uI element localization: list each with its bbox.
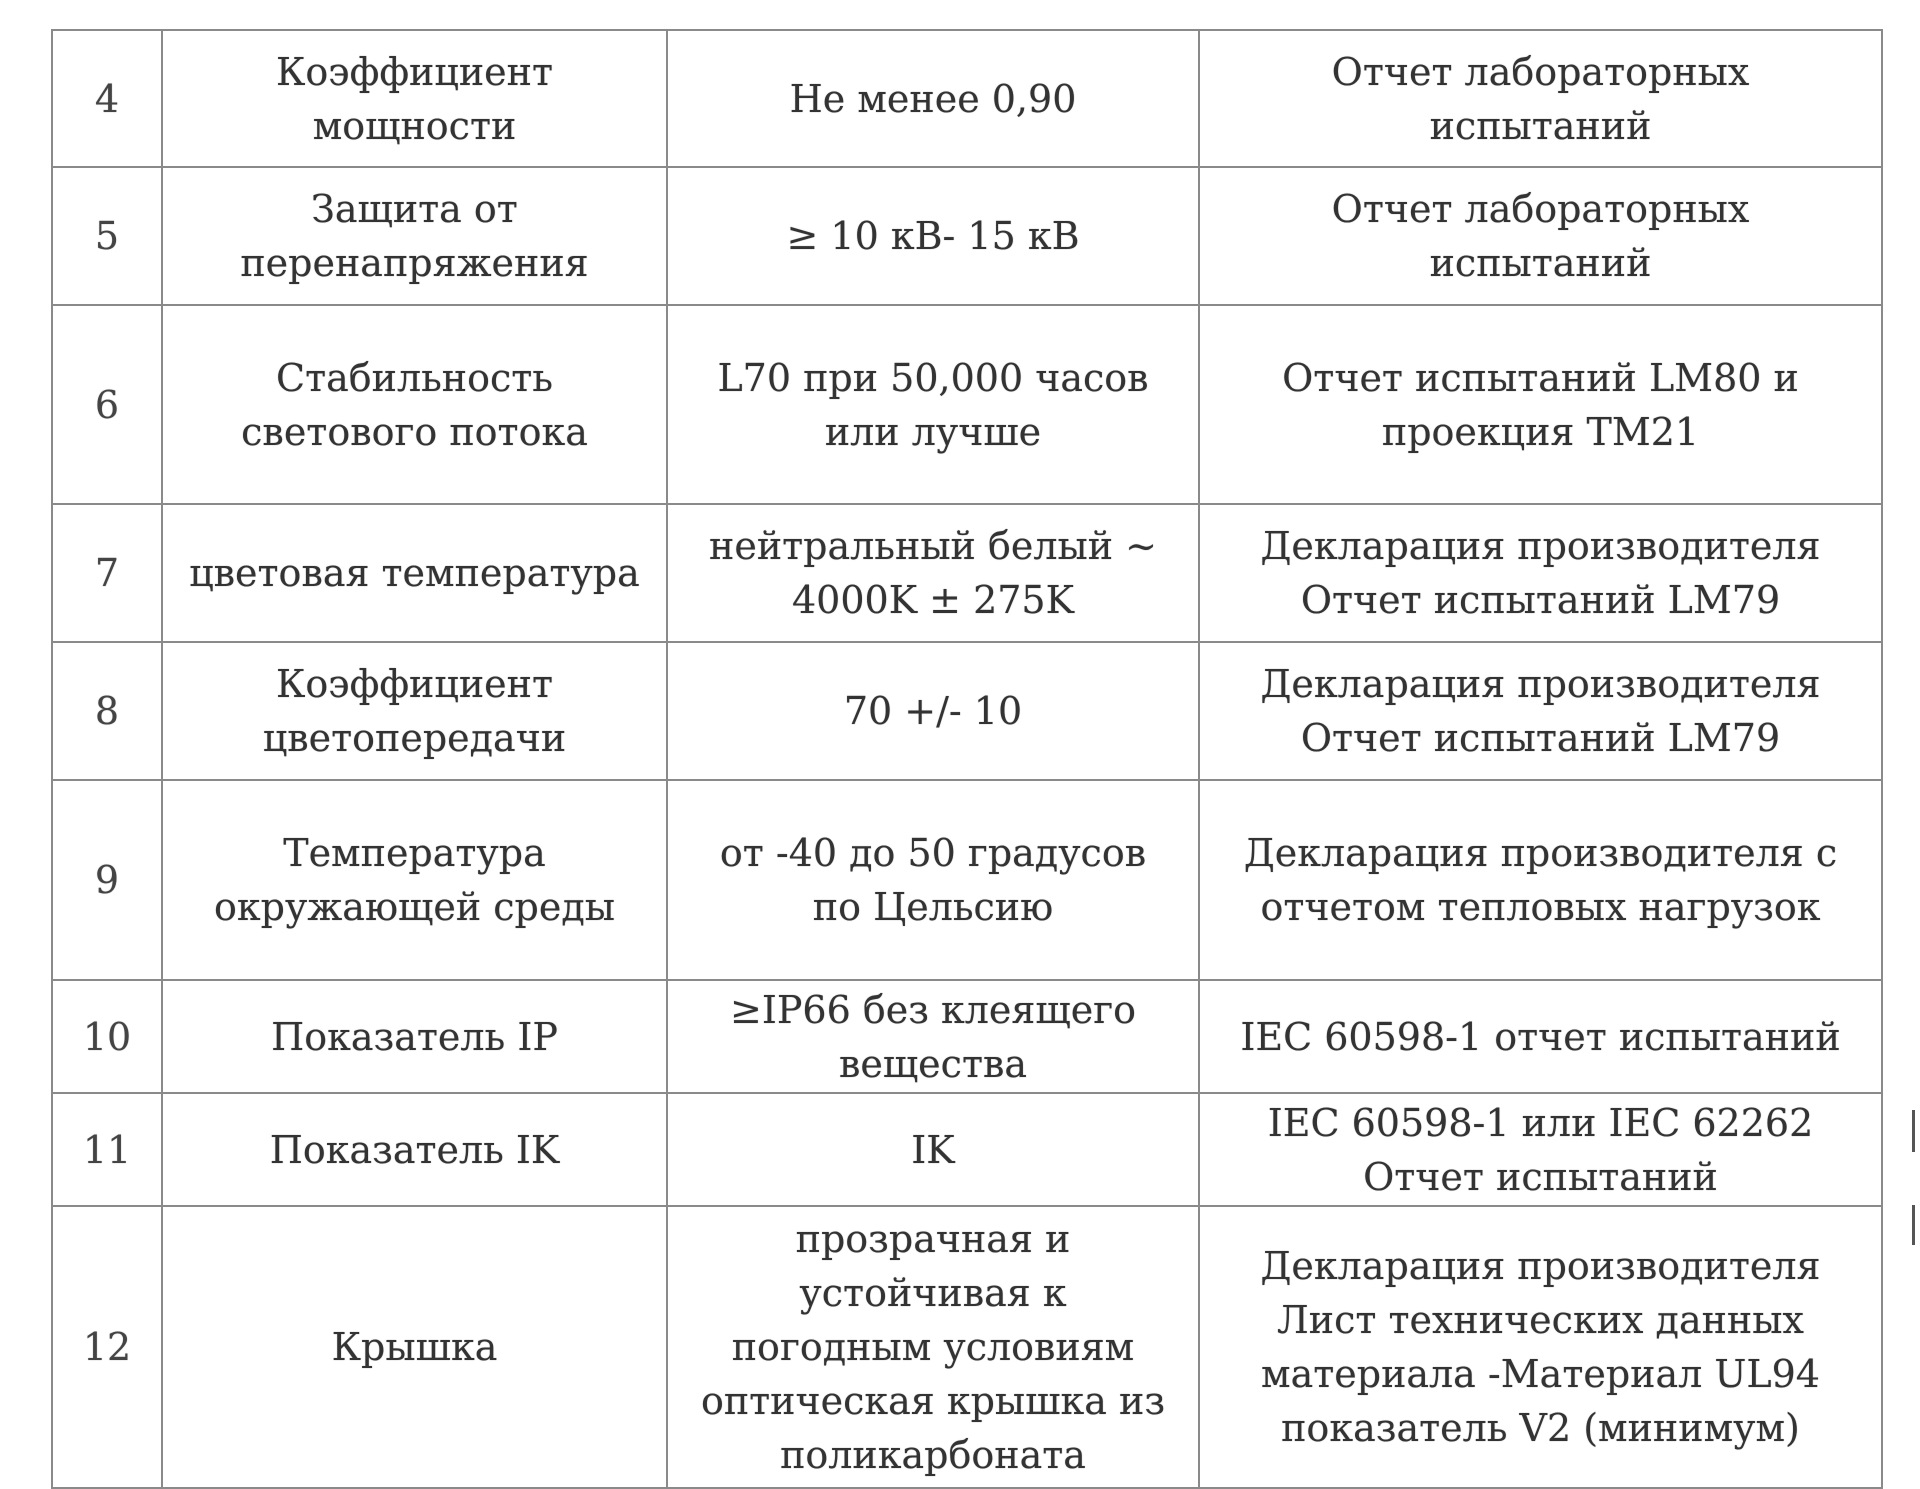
evidence-cell: Отчет испытаний LM80 и проекция TM21 xyxy=(1199,305,1882,504)
table-row xyxy=(52,1206,1882,1488)
evidence-cell: Декларация производителя Отчет испытаний LM79 xyxy=(1199,642,1882,780)
row-number-cell: 10 xyxy=(52,980,162,1093)
parameter-cell: Коэффициент мощности xyxy=(162,30,667,167)
parameter-cell: Защита от перенапряжения xyxy=(162,167,667,305)
table-row xyxy=(52,305,1882,504)
table-row xyxy=(52,980,1882,1093)
parameter-cell: Стабильность светового потока xyxy=(162,305,667,504)
parameter-cell: Показатель IP xyxy=(162,980,667,1093)
table-row xyxy=(52,30,1882,167)
parameter-cell: Крышка xyxy=(162,1206,667,1488)
parameter-cell: Коэффициент цветопередачи xyxy=(162,642,667,780)
row-number-cell: 6 xyxy=(52,305,162,504)
evidence-cell: Декларация производителя Лист технических данных материала -Материал UL94 показатель V2 (минимум) xyxy=(1199,1206,1882,1488)
row-number-cell: 11 xyxy=(52,1093,162,1206)
table-row xyxy=(52,1093,1882,1206)
requirement-cell: L70 при 50,000 часов или лучше xyxy=(667,305,1199,504)
parameter-cell: цветовая температура xyxy=(162,504,667,642)
requirement-cell: нейтральный белый ~ 4000K ± 275K xyxy=(667,504,1199,642)
table-row xyxy=(52,642,1882,780)
evidence-cell: Декларация производителя с отчетом тепловых нагрузок xyxy=(1199,780,1882,980)
requirement-cell: ≥ 10 кВ- 15 кВ xyxy=(667,167,1199,305)
table-row xyxy=(52,504,1882,642)
row-number-cell: 8 xyxy=(52,642,162,780)
table-row xyxy=(52,780,1882,980)
evidence-cell: IEC 60598-1 или IEC 62262 Отчет испытаний xyxy=(1199,1093,1882,1206)
requirement-cell: от -40 до 50 градусов по Цельсию xyxy=(667,780,1199,980)
row-number-cell: 7 xyxy=(52,504,162,642)
requirement-cell: IK xyxy=(667,1093,1199,1206)
table-row xyxy=(52,167,1882,305)
parameter-cell: Показатель IK xyxy=(162,1093,667,1206)
row-number-cell: 9 xyxy=(52,780,162,980)
requirement-cell: прозрачная и устойчивая к погодным условиям оптическая крышка из поликарбоната xyxy=(667,1206,1199,1488)
evidence-cell: Отчет лабораторных испытаний xyxy=(1199,167,1882,305)
row-number-cell: 4 xyxy=(52,30,162,167)
specification-table xyxy=(51,29,1883,1489)
row-number-cell: 12 xyxy=(52,1206,162,1488)
evidence-cell: Декларация производителя Отчет испытаний LM79 xyxy=(1199,504,1882,642)
evidence-cell: IEC 60598-1 отчет испытаний xyxy=(1199,980,1882,1093)
parameter-cell: Температура окружающей среды xyxy=(162,780,667,980)
requirement-cell: ≥IP66 без клеящего вещества xyxy=(667,980,1199,1093)
requirement-cell: 70 +/- 10 xyxy=(667,642,1199,780)
requirement-cell: Не менее 0,90 xyxy=(667,30,1199,167)
row-number-cell: 5 xyxy=(52,167,162,305)
scan-edge-mark xyxy=(1912,1205,1915,1245)
scan-edge-mark xyxy=(1912,1110,1915,1152)
evidence-cell: Отчет лабораторных испытаний xyxy=(1199,30,1882,167)
